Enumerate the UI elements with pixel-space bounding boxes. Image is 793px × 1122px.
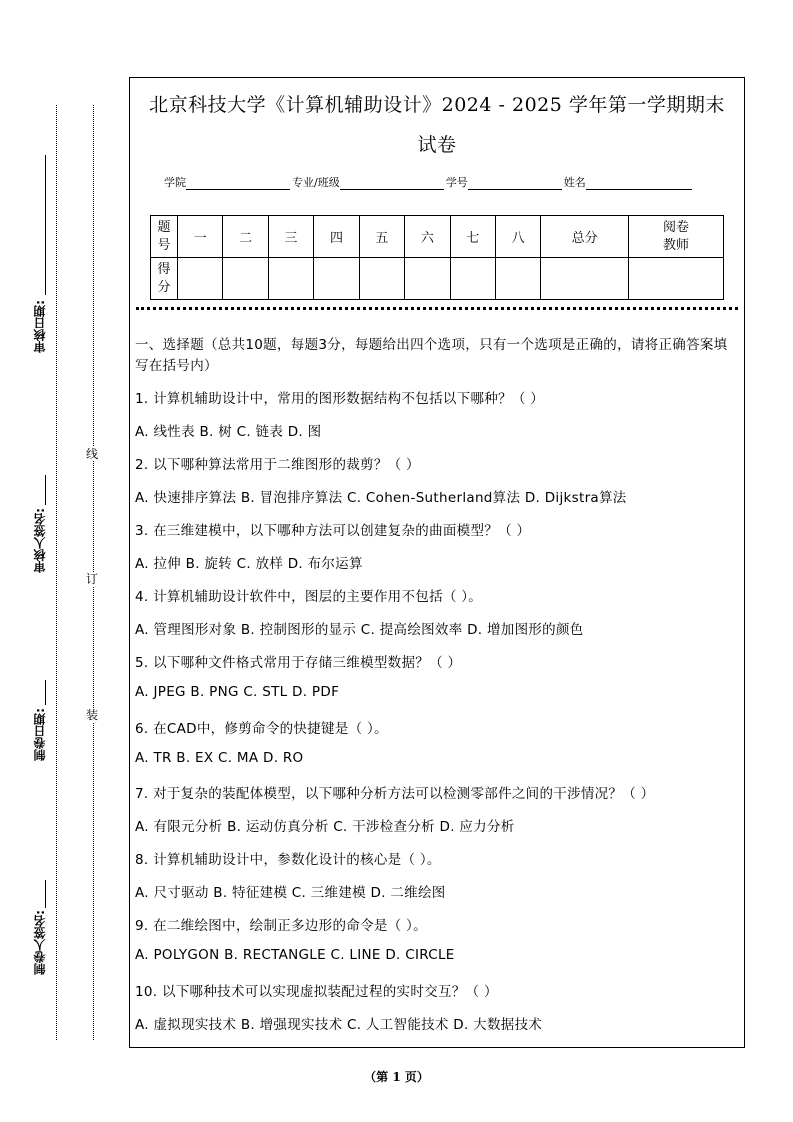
col-1: 一 (178, 216, 223, 258)
review-date-blank[interactable] (45, 155, 46, 295)
college-label: 学院 (164, 176, 186, 189)
col-total: 总分 (541, 216, 629, 258)
name-label: 姓名 (563, 176, 586, 189)
col-8: 八 (495, 216, 540, 258)
col-4: 四 (314, 216, 359, 258)
question-8: 8. 计算机辅助设计中，参数化设计的核心是（ ）。 (135, 852, 441, 868)
question-9: 9. 在二维绘图中，绘制正多边形的命令是（ ）。 (135, 918, 427, 934)
options-6: A. TR B. EX C. MA D. RO (135, 750, 304, 766)
question-10: 10. 以下哪种技术可以实现虚拟装配过程的实时交互？（ ） (135, 984, 498, 1000)
maker-sign-blank[interactable] (45, 880, 46, 908)
reviewer-sign-label: 审核人签名: (33, 508, 47, 573)
options-9: A. POLYGON B. RECTANGLE C. LINE D. CIRCLE (135, 947, 455, 963)
score-cell-6[interactable] (405, 258, 450, 300)
student-id-label: 学号 (445, 176, 468, 189)
make-date-blank[interactable] (45, 680, 46, 705)
binding-line-char: 线 (86, 447, 99, 461)
score-table (150, 215, 724, 300)
review-date-label: 审核日期: (33, 300, 47, 353)
options-1: A. 线性表 B. 树 C. 链表 D. 图 (135, 424, 322, 440)
binding-seal-char: 装 (86, 708, 99, 722)
score-cell-3[interactable] (268, 258, 313, 300)
options-7: A. 有限元分析 B. 运动仿真分析 C. 干涉检查分析 D. 应力分析 (135, 819, 515, 835)
col-7: 七 (450, 216, 495, 258)
question-7: 7. 对于复杂的装配体模型，以下哪种分析方法可以检测零部件之间的干涉情况？（ ） (135, 786, 655, 802)
options-8: A. 尺寸驱动 B. 特征建模 C. 三维建模 D. 二维绘图 (135, 885, 446, 901)
col-2: 二 (223, 216, 268, 258)
make-date-label: 制卷日期: (33, 708, 47, 761)
student-id-field[interactable] (468, 177, 562, 190)
options-2: A. 快速排序算法 B. 冒泡排序算法 C. Cohen-Sutherland算法 D. Dijkstra算法 (135, 490, 627, 506)
options-3: A. 拉伸 B. 旋转 C. 放样 D. 布尔运算 (135, 556, 363, 572)
page-number: （第 1 页） (364, 1070, 429, 1084)
reviewer-label: 阅卷 教师 (629, 216, 724, 258)
score-cell-total[interactable] (541, 258, 629, 300)
reviewer-cell[interactable] (629, 258, 724, 300)
maker-sign-label: 制卷人签名: (33, 910, 47, 975)
col-5: 五 (359, 216, 404, 258)
major-field[interactable] (340, 177, 444, 190)
question-2: 2. 以下哪种算法常用于二维图形的裁剪？（ ） (135, 457, 420, 473)
col-3: 三 (268, 216, 313, 258)
binding-bind-char: 订 (86, 572, 99, 586)
options-5: A. JPEG B. PNG C. STL D. PDF (135, 684, 340, 700)
exam-title: 北京科技大学《计算机辅助设计》2024 - 2025 学年第一学期期末 (149, 94, 725, 116)
question-1: 1. 计算机辅助设计中，常用的图形数据结构不包括以下哪种？（ ） (135, 391, 545, 407)
options-10: A. 虚拟现实技术 B. 增强现实技术 C. 人工智能技术 D. 大数据技术 (135, 1017, 543, 1033)
name-field[interactable] (586, 177, 692, 190)
section1-heading: 一、选择题（总共10题，每题3分，每题给出四个选项，只有一个选项是正确的，请将正确答案填写在括号内） (135, 337, 728, 374)
question-no-label: 题 号 (151, 216, 178, 258)
options-4: A. 管理图形对象 B. 控制图形的显示 C. 提高绘图效率 D. 增加图形的颜色 (135, 622, 584, 638)
score-cell-5[interactable] (359, 258, 404, 300)
score-label: 得 分 (151, 258, 178, 300)
exam-frame (129, 77, 745, 1048)
col-6: 六 (405, 216, 450, 258)
exam-title-line2: 试卷 (417, 134, 457, 156)
score-cell-8[interactable] (495, 258, 540, 300)
score-table-score-row (151, 258, 724, 300)
major-label: 专业/班级 (292, 176, 340, 189)
college-field[interactable] (186, 177, 290, 190)
section-divider (136, 307, 738, 310)
question-4: 4. 计算机辅助设计软件中，图层的主要作用不包括（ ）。 (135, 589, 483, 605)
question-5: 5. 以下哪种文件格式常用于存储三维模型数据？（ ） (135, 655, 462, 671)
binding-line-outer (56, 105, 57, 1040)
student-info-row (164, 174, 694, 190)
score-cell-7[interactable] (450, 258, 495, 300)
score-table-header-row (151, 216, 724, 258)
reviewer-sign-blank[interactable] (45, 475, 46, 505)
question-3: 3. 在三维建模中，以下哪种方法可以创建复杂的曲面模型？（ ） (135, 523, 531, 539)
score-cell-2[interactable] (223, 258, 268, 300)
score-cell-1[interactable] (178, 258, 223, 300)
score-cell-4[interactable] (314, 258, 359, 300)
question-6: 6. 在CAD中，修剪命令的快捷键是（ ）。 (135, 721, 388, 737)
